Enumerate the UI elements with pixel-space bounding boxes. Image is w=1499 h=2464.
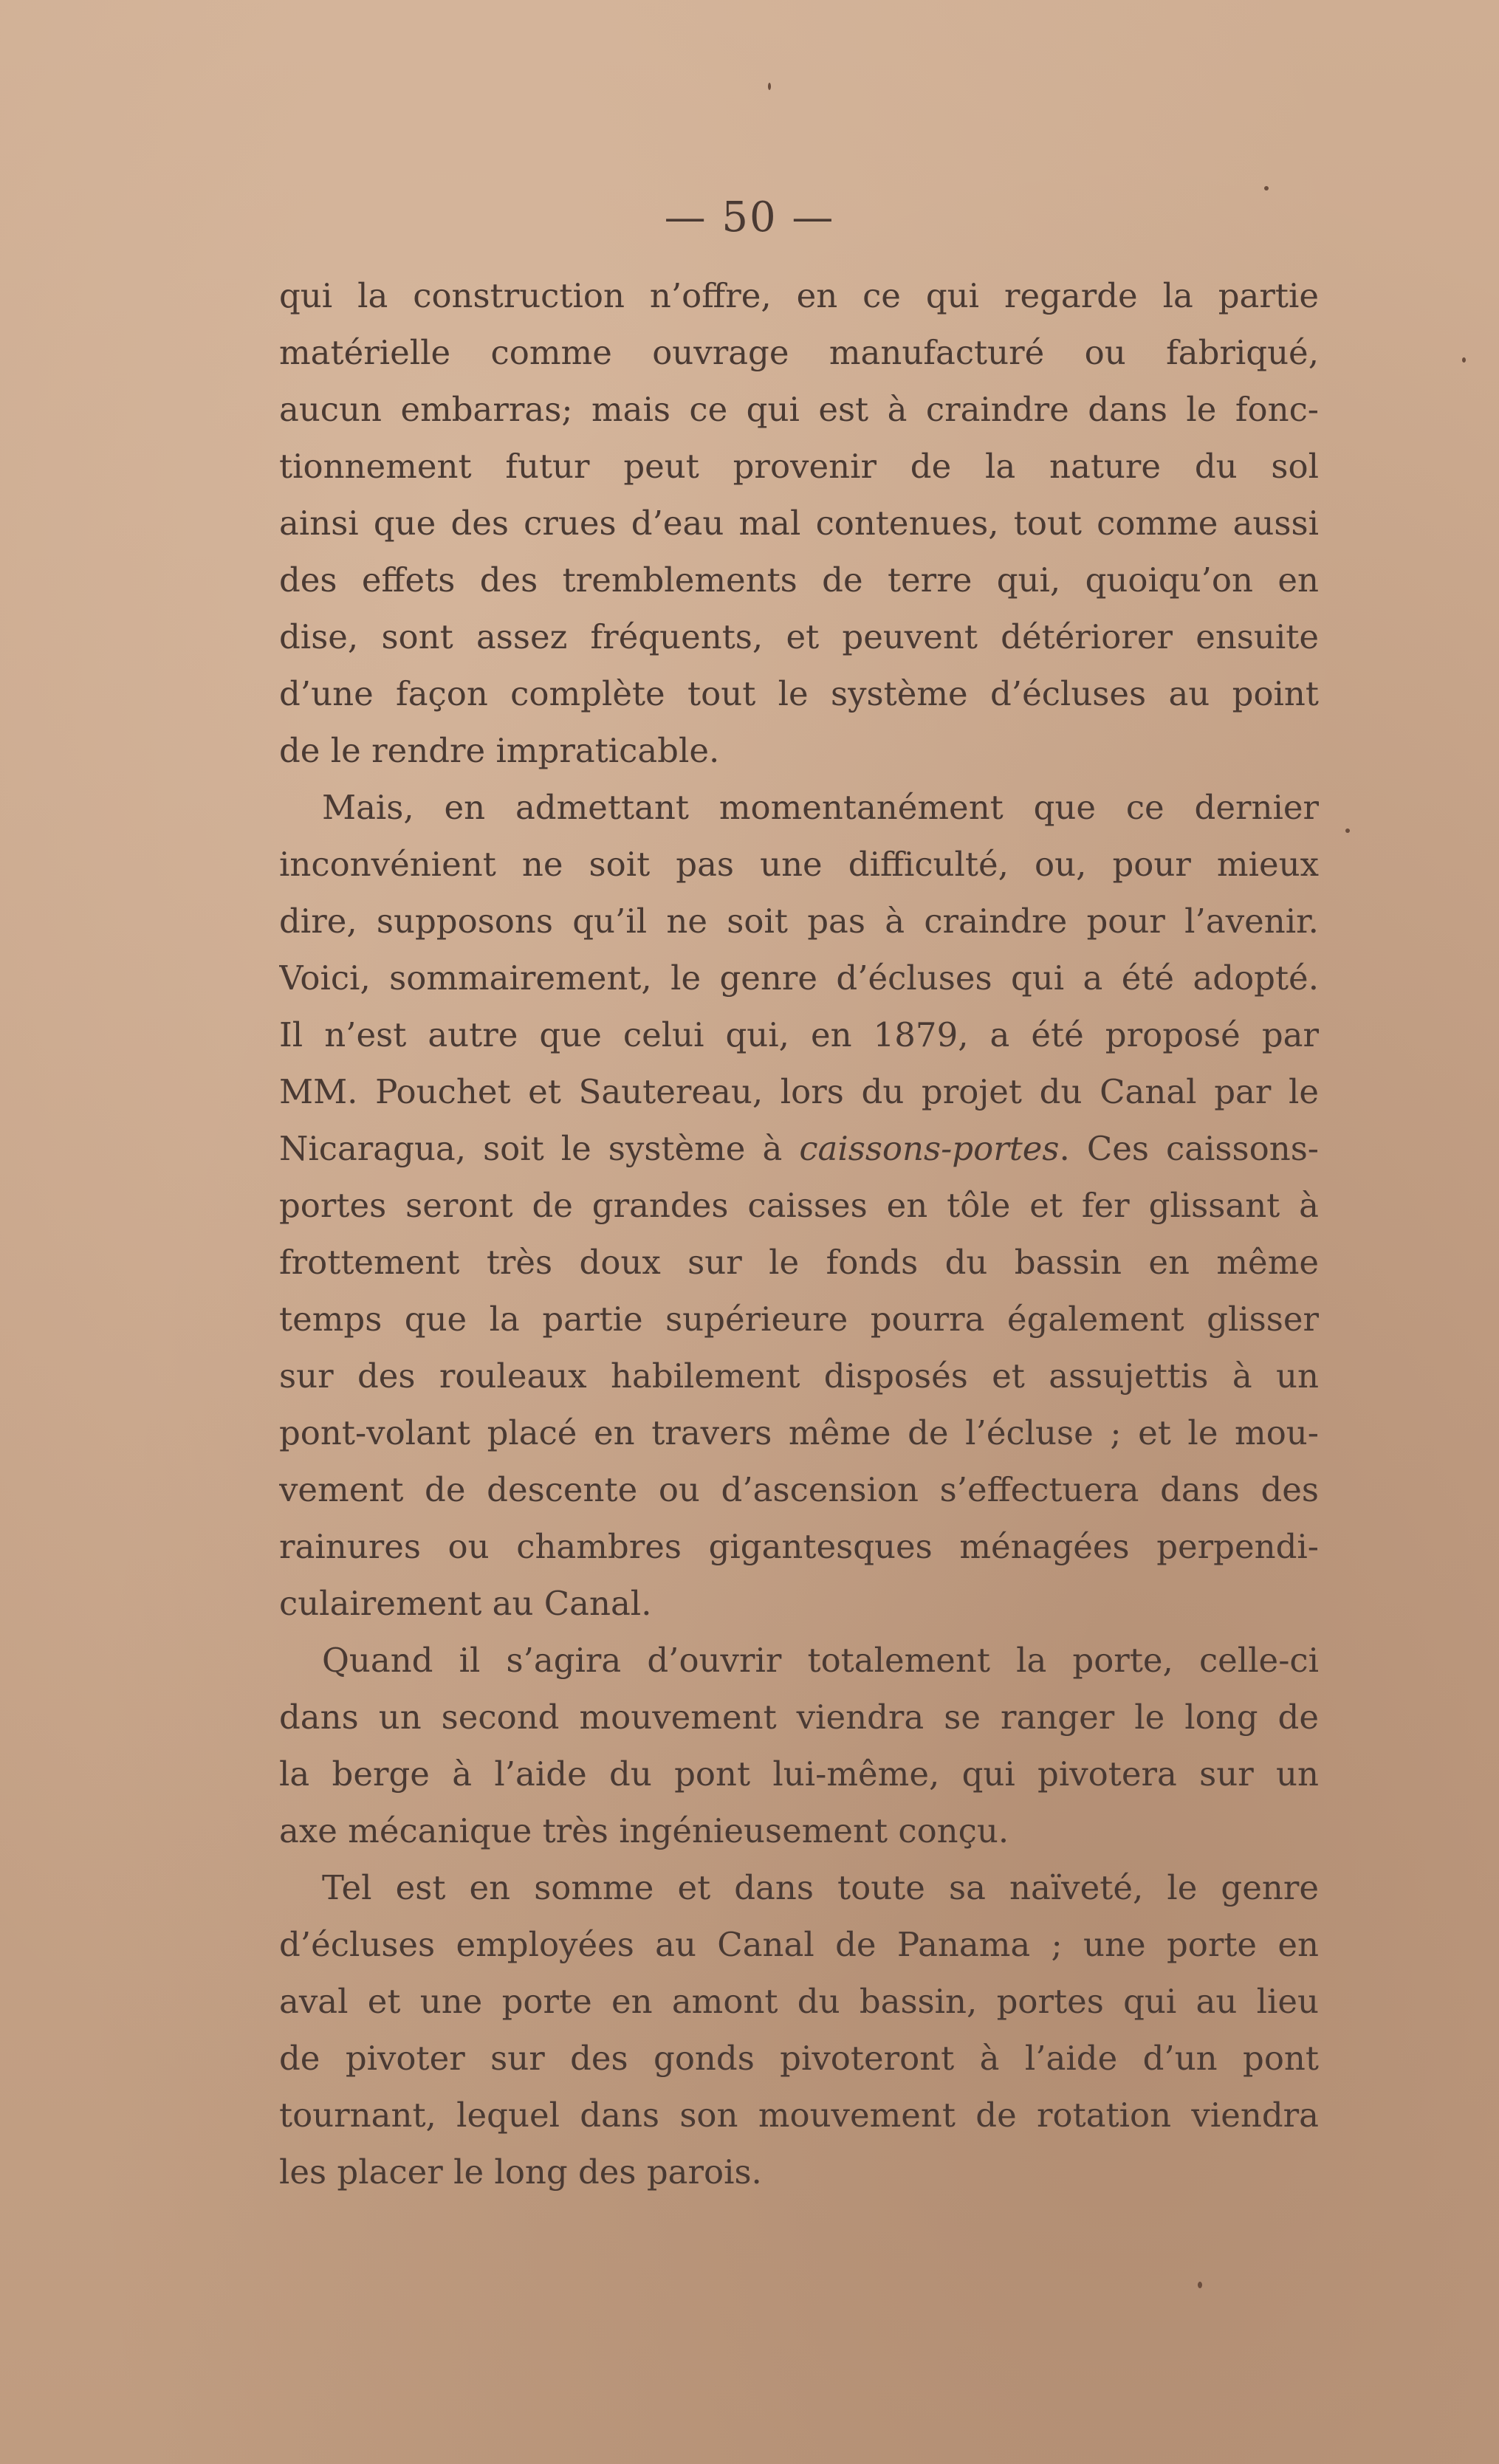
text-line: inconvénient ne soit pas une difficulté, ou, pour mieux [279,845,1319,884]
text-line: dise, sont assez fréquents, et peuvent détériorer ensuite [279,617,1319,656]
text-line-mixed [279,1120,1319,1177]
text-line: rainures ou chambres gigantesques ménagées perpendi- [279,1527,1319,1566]
text-line: matérielle comme ouvrage manufacturé ou fabriqué, [279,333,1319,372]
body-text [279,267,1319,2200]
italic-term: caissons-portes [799,1129,1060,1168]
text-line: de pivoter sur des gonds pivoteront à l’aide d’un pont [279,2039,1319,2078]
text-line: MM. Pouchet et Sautereau, lors du projet du Canal par le [279,1072,1319,1111]
text-line: Tel est en somme et dans toute sa naïveté, le genre [322,1868,1319,1907]
text-line: la berge à l’aide du pont lui-même, qui pivotera sur un [279,1754,1319,1794]
text-line: dans un second mouvement viendra se ranger le long de [279,1698,1319,1737]
text-line: pont-volant placé en travers même de l’écluse ; et le mou- [279,1413,1319,1452]
text-line: d’une façon complète tout le système d’écluses au point [279,674,1319,713]
text-segment: Nicaragua, soit le système à [279,1129,783,1168]
text-line: vement de descente ou d’ascension s’effectuera dans des [279,1470,1319,1509]
text-line: les placer le long des parois. [279,2152,762,2192]
text-line: frottement très doux sur le fonds du bassin en même [279,1243,1319,1282]
paper-speck [1462,357,1466,363]
text-line: des effets des tremblements de terre qui, quoiqu’on en [279,560,1319,600]
text-line: sur des rouleaux habilement disposés et assujettis à un [279,1356,1319,1396]
text-line: d’écluses employées au Canal de Panama ; une porte en [279,1925,1319,1964]
text-line: ainsi que des crues d’eau mal contenues, tout comme aussi [279,504,1319,543]
text-line: tionnement futur peut provenir de la nature du sol [279,447,1319,486]
paper-speck [768,83,771,90]
paper-speck [1264,186,1269,191]
text-line: Il n’est autre que celui qui, en 1879, a été proposé par [279,1015,1319,1054]
text-line: portes seront de grandes caisses en tôle et fer glissant à [279,1186,1319,1225]
paper-speck [1345,828,1350,833]
text-line: de le rendre impraticable. [279,731,720,770]
page-number: — 50 — [664,193,835,241]
text-line: culairement au Canal. [279,1584,652,1623]
text-line: axe mécanique très ingénieusement conçu. [279,1811,1009,1850]
text-line: qui la construction n’offre, en ce qui regarde la partie [279,276,1319,315]
text-line: aval et une porte en amont du bassin, portes qui au lieu [279,1982,1319,2021]
text-line: temps que la partie supérieure pourra également glisser [279,1300,1319,1339]
paper-speck [1198,2282,1202,2288]
text-line: Voici, sommairement, le genre d’écluses qui a été adopté. [279,958,1319,998]
text-line: aucun embarras; mais ce qui est à craindre dans le fonc- [279,390,1319,429]
text-line: Quand il s’agira d’ouvrir totalement la porte, celle-ci [322,1641,1319,1680]
text-line: dire, supposons qu’il ne soit pas à craindre pour l’avenir. [279,902,1319,941]
text-segment: . Ces caissons- [1059,1129,1319,1168]
text-line: tournant, lequel dans son mouvement de rotation viendra [279,2096,1319,2135]
text-line: Mais, en admettant momentanément que ce dernier [322,788,1319,827]
